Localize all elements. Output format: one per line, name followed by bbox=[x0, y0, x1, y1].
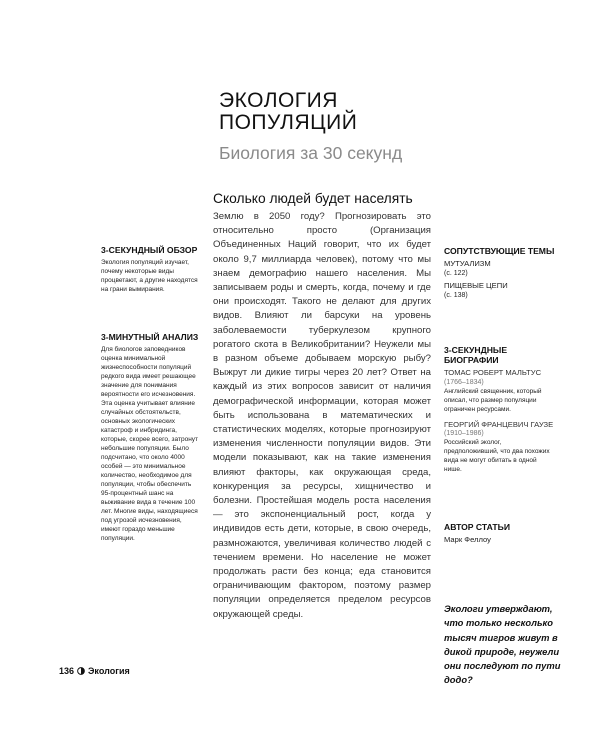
bio-name: ТОМАС РОБЕРТ МАЛЬТУС bbox=[444, 368, 542, 377]
page-number: 136 bbox=[59, 666, 75, 676]
bio-description: Российский эколог, предположивший, что два похожих вида не могут обитать в одной нише. bbox=[444, 439, 550, 473]
article bbox=[213, 191, 431, 622]
article-body: Землю в 2050 году? Прогнозировать это относительно просто (Организация Объединенных Наций говорит, что их будет около 9,7 миллиарда человек), потому что мы знаем демографию нашего населения. Мы записываем роды и смерть, когда, почему и где они происходят. Такого не делают для других видов. Влияют ли барсуки на уровень заболеваемости туберкулезом крупного рогатого скота в Великобритании? Неужели мы в разном объеме добываем морскую рыбу? Выжрут ли дикие тигры через 20 лет? Ответ на каждый из этих вопросов зависит от наличия демографической информации, которая может быть использована в математических и статистических моделях, которые прогнозируют изменения численности популяции видов. Эти модели показывают, как на такие изменения влияют факторы, как окружающая среда, конкуренция за ресурсы, хищничество и болезни. Простейшая модель роста населения — это экспоненциальный рост, когда у индивидов есть дети, которые, в свою очередь, размножаются, увеличивая количество людей с течением времени. Но население не может продолжать расти без конца; еда становится ограничивающим фактором, поэтому размер популяции определяется пределом ресурсов окружающей среды. bbox=[213, 211, 431, 620]
half-circle-icon bbox=[77, 667, 85, 675]
title-block bbox=[219, 90, 519, 164]
page-title-line2: ПОПУЛЯЦИЙ bbox=[219, 111, 358, 134]
bios-heading: 3-СЕКУНДНЫЕ БИОГРАФИИ bbox=[444, 345, 508, 365]
analysis-heading: 3-МИНУТНЫЙ АНАЛИЗ bbox=[101, 332, 199, 342]
page-title-line1: ЭКОЛОГИЯ bbox=[219, 89, 338, 112]
author-name: Марк Феллоу bbox=[444, 535, 491, 544]
related-topics bbox=[444, 246, 556, 300]
pull-quote: Экологи утверждают, что только несколько тысяч тигров живут в дикой природе, неужели они последуют по пути додо? bbox=[444, 603, 561, 686]
related-topic-name: ПИЩЕВЫЕ ЦЕПИ bbox=[444, 281, 508, 290]
page-subtitle: Биология за 30 секунд bbox=[219, 143, 403, 163]
article-heading: Сколько людей будет населять bbox=[213, 191, 413, 206]
related-topic-page: (с. 122) bbox=[444, 269, 468, 277]
overview-text: Экология популяций изучает, почему некоторые виды процветают, а другие находятся на грани вымирания. bbox=[101, 259, 198, 293]
analysis-section bbox=[101, 332, 201, 543]
bio-years: (1910–1986) bbox=[444, 430, 484, 437]
overview-heading: 3-СЕКУНДНЫЙ ОБЗОР bbox=[101, 245, 198, 255]
related-heading: СОПУТСТВУЮЩИЕ ТЕМЫ bbox=[444, 246, 555, 256]
author-section bbox=[444, 522, 556, 544]
bio-description: Английский священник, который описал, что размер популяции ограничен ресурсами. bbox=[444, 387, 542, 413]
bio-years: (1766–1834) bbox=[444, 378, 484, 386]
bio-name: ГЕОРГИЙ ФРАНЦЕВИЧ ГАУЗЕ bbox=[444, 419, 554, 429]
page-footer bbox=[59, 666, 130, 676]
author-heading: АВТОР СТАТЬИ bbox=[444, 522, 511, 532]
section-title: Экология bbox=[88, 666, 130, 676]
overview-section bbox=[101, 245, 201, 294]
analysis-text: Для биологов заповедников оценка минимальной жизнеспособности популяций редкого вида имеет решающее значение для понимания вероятности его исчезновения. Эта оценка учитывает влияние случайных обстоятельств, основных экологических катастроф и инбридинга, которые, скорее всего, затронут небольшие популяции. Было подсчитано, что около 4000 особей — это минимальное количество, необходимое для популяции, чтобы обеспечить 95-процентный шанс на выживание вида в течение 100 лет. Многие виды, находящиеся под угрозой исчезновения, имеют гораздо меньшие популяции. bbox=[101, 346, 199, 542]
related-topic-name: МУТУАЛИЗМ bbox=[444, 259, 491, 268]
biographies bbox=[444, 345, 556, 480]
related-topic-page: (с. 138) bbox=[444, 291, 468, 299]
